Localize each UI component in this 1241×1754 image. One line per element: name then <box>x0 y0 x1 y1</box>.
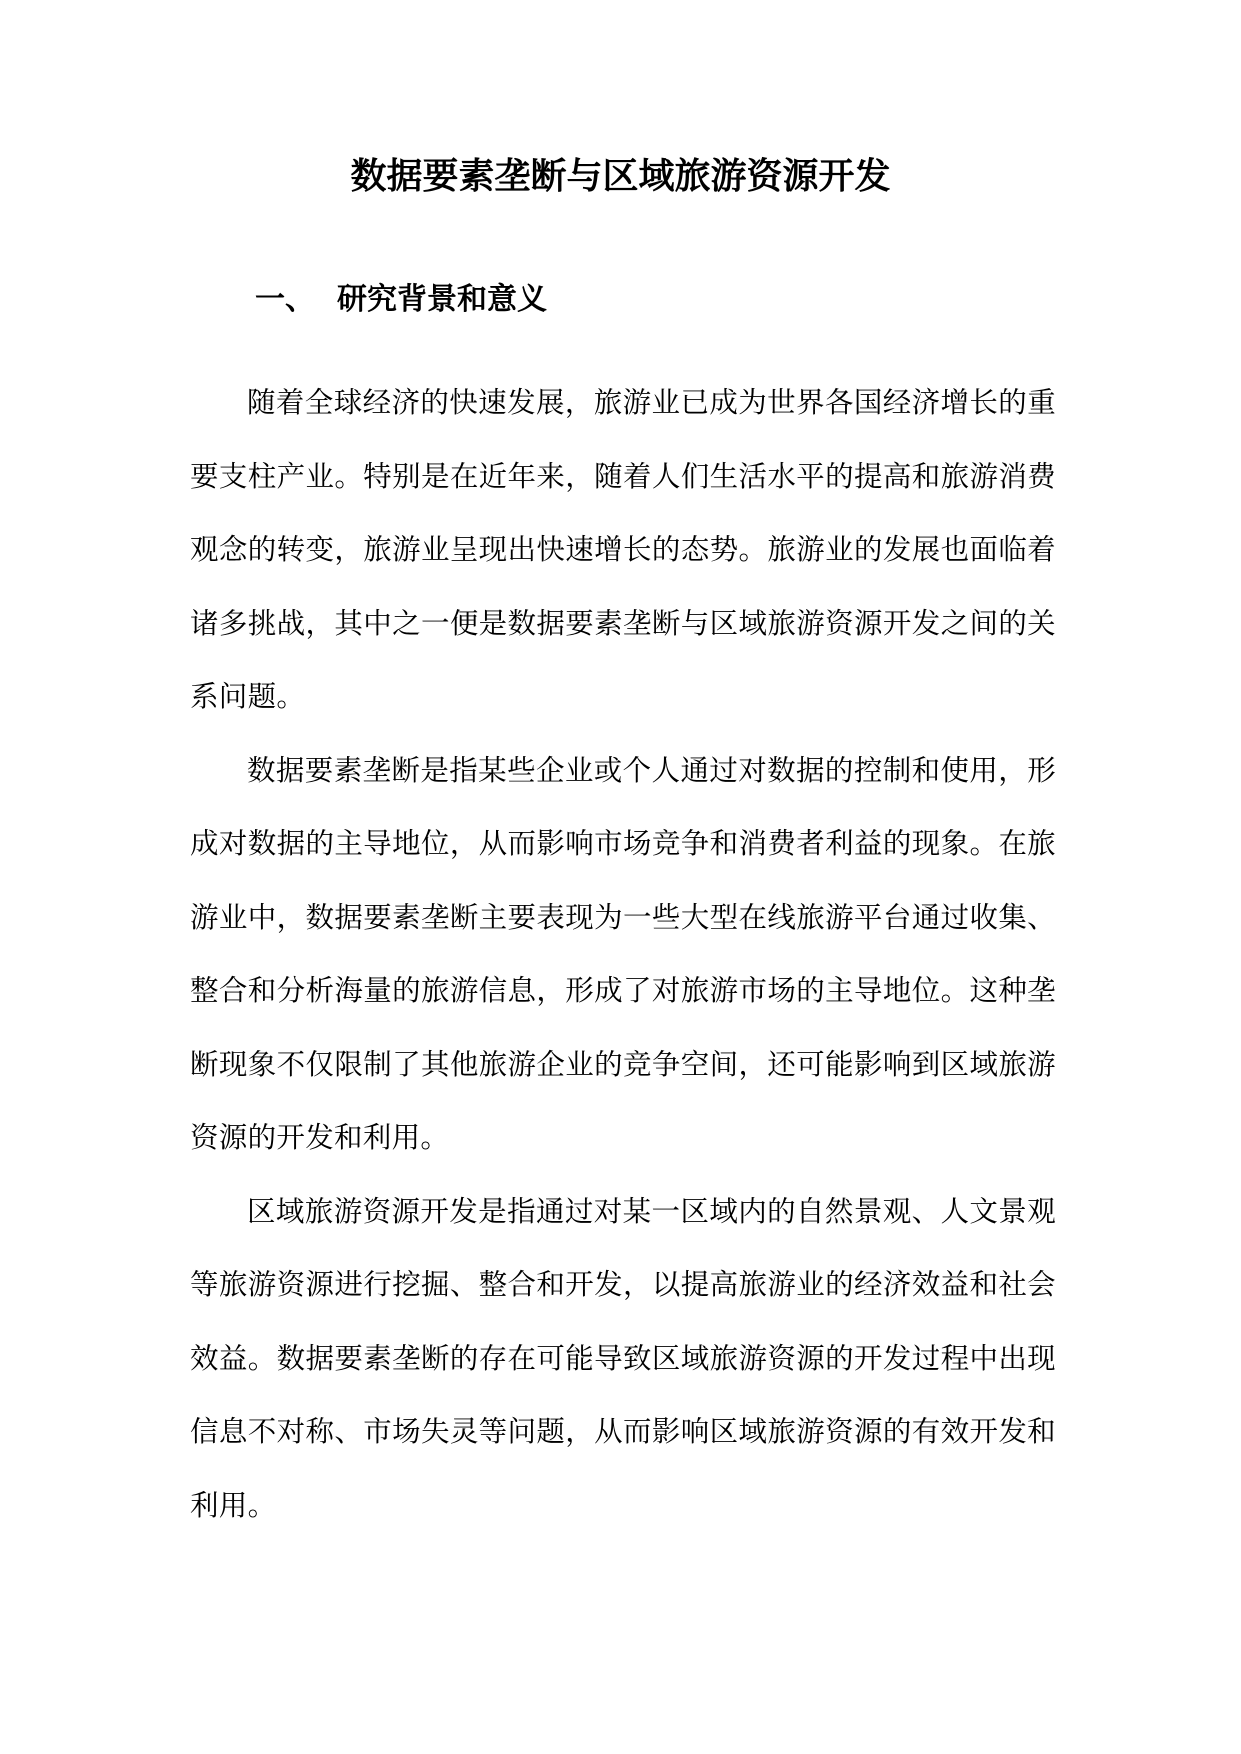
body-text <box>190 366 1056 1542</box>
section-number: 一、 <box>255 282 315 317</box>
paragraph: 数据要素垄断是指某些企业或个人通过对数据的控制和使用，形成对数据的主导地位，从而影响市场竞争和消费者利益的现象。在旅游业中，数据要素垄断主要表现为一些大型在线旅游平台通过收集、整合和分析海量的旅游信息，形成了对旅游市场的主导地位。这种垄断现象不仅限制了其他旅游企业的竞争空间，还可能影响到区域旅游资源的开发和利用。 <box>190 753 1056 1154</box>
section-heading <box>255 277 547 323</box>
document-title: 数据要素垄断与区域旅游资源开发 <box>350 156 891 197</box>
section-heading-text: 研究背景和意义 <box>337 282 547 317</box>
paragraph: 区域旅游资源开发是指通过对某一区域内的自然景观、人文景观等旅游资源进行挖掘、整合和开发，以提高旅游业的经济效益和社会效益。数据要素垄断的存在可能导致区域旅游资源的开发过程中出现信息不对称、市场失灵等问题，从而影响区域旅游资源的有效开发和利用。 <box>190 1194 1056 1522</box>
paragraph: 随着全球经济的快速发展，旅游业已成为世界各国经济增长的重要支柱产业。特别是在近年来，随着人们生活水平的提高和旅游消费观念的转变，旅游业呈现出快速增长的态势。旅游业的发展也面临着诸多挑战，其中之一便是数据要素垄断与区域旅游资源开发之间的关系问题。 <box>190 386 1056 713</box>
